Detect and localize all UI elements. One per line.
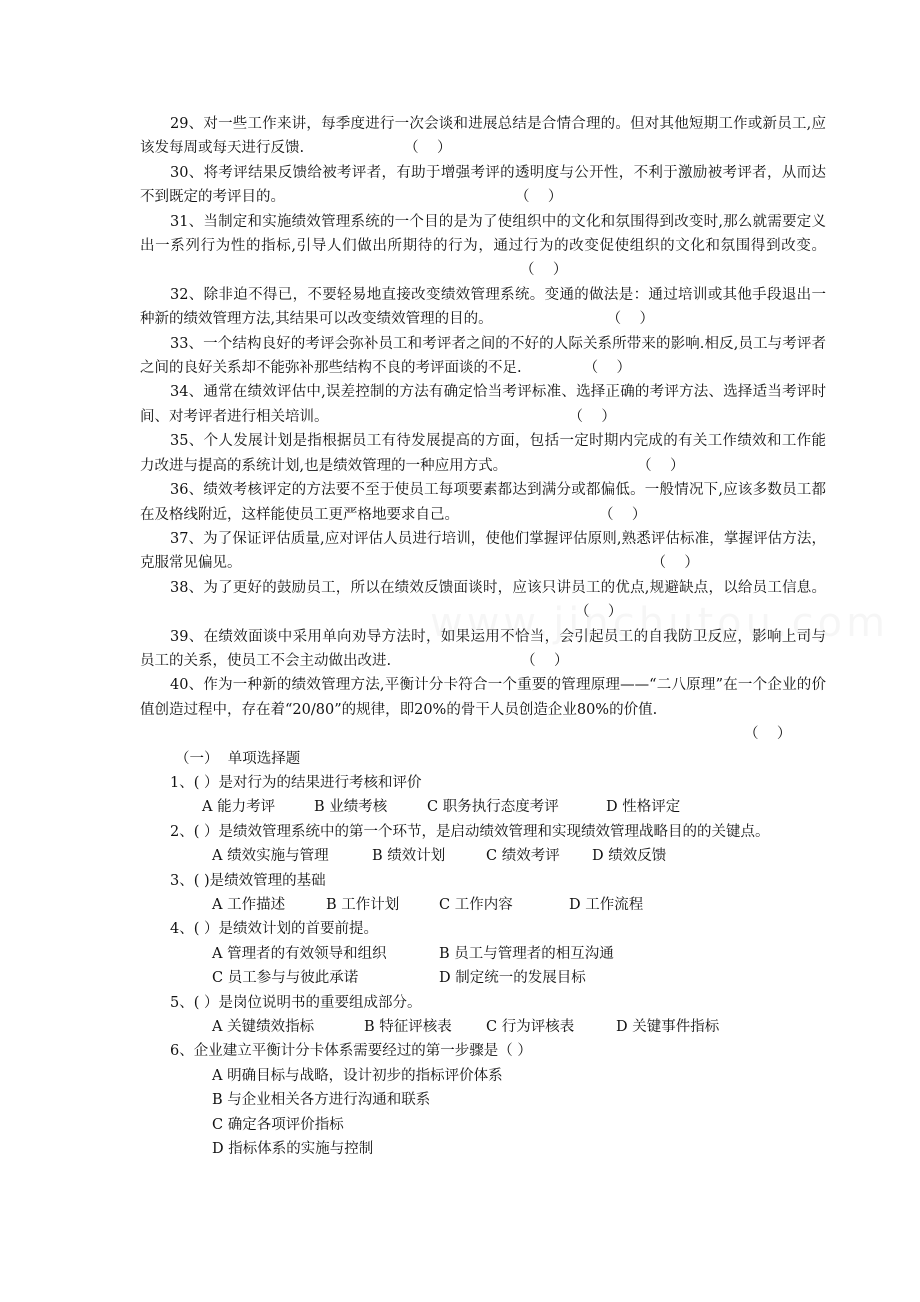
choice-question-2: 2、( ）是绩效管理系统中的第一个环节，是启动绩效管理和实现绩效管理战略目的的关键点。	[170, 823, 770, 840]
option-c: C 行为评核表	[486, 1019, 575, 1036]
choice-question-5: 5、( ）是岗位说明书的重要组成部分。	[170, 994, 422, 1011]
answer-paren: （ ）	[575, 604, 623, 621]
options-row	[140, 942, 826, 966]
choice-question-3: 3、( )是绩效管理的基础	[170, 872, 326, 889]
question-text: 31、当制定和实施绩效管理系统的一个目的是为了使组织中的文化和氛围得到改变时,那么就需要定义出一系列行为性的指标,引导人们做出所期待的行为，通过行为的改变促使组织的文化和氛围得到改变。	[140, 213, 826, 255]
section-title: （一） 单项选择题	[175, 750, 301, 767]
question-text: 34、通常在绩效评估中,误差控制的方法有确定恰当考评标准、选择正确的考评方法、选择适当考评时间、对考评者进行相关培训。	[140, 384, 826, 425]
tf-question-38	[140, 576, 826, 625]
question-text: 40、作为一种新的绩效管理方法,平衡计分卡符合一个重要的管理原理——“二八原理”在一个企业的价值创造过程中，存在着“20/80”的规律，即20%的骨干人员创造企业80%的价值.	[140, 677, 826, 718]
option-d: D 工作流程	[569, 897, 644, 913]
option-c: C 确定各项评价指标	[212, 1116, 344, 1133]
question-text: 37、为了保证评估质量,应对评估人员进行培训，使他们掌握评估原则,熟悉评估标准，掌握评估方法，克服常见偏见。	[140, 530, 826, 572]
answer-paren: （ ）	[637, 457, 685, 474]
answer-paren: （ ）	[515, 189, 563, 206]
tf-question-37	[140, 527, 826, 576]
option-b: B 特征评核表	[364, 1019, 452, 1036]
question-text: 29、对一些工作来讲，每季度进行一次会谈和进展总结是合情合理的。但对其他短期工作或新员工,应该发每周或每天进行反馈.	[140, 116, 826, 157]
choice-question-1: 1、( ）是对行为的结果进行考核和评价	[170, 774, 422, 791]
tf-question-35	[140, 429, 826, 478]
option-c: C 员工参与与彼此承诺	[212, 970, 359, 987]
document-content	[140, 112, 826, 1161]
option-a: A 绩效实施与管理	[212, 848, 329, 865]
options-row	[140, 893, 826, 917]
answer-paren: （ ）	[744, 726, 792, 743]
question-text: 39、在绩效面谈中采用单向劝导方法时，如果运用不恰当，会引起员工的自我防卫反应，影响上司与员工的关系，使员工不会主动做出改进.	[140, 628, 826, 669]
option-c: C 绩效考评	[486, 848, 560, 865]
option-c: C 工作内容	[439, 897, 513, 913]
tf-question-34	[140, 380, 826, 429]
option-c: C 职务执行态度考评	[427, 799, 559, 816]
option-a: A 能力考评	[202, 799, 276, 816]
question-text: 35、个人发展计划是指根据员工有待发展提高的方面，包括一定时期内完成的有关工作绩效和工作能力改进与提高的系统计划,也是绩效管理的一种应用方式。	[140, 433, 826, 474]
tf-question-33	[140, 332, 826, 381]
tf-question-32	[140, 283, 826, 332]
answer-paren: （ ）	[404, 140, 452, 157]
option-b: B 员工与管理者的相互沟通	[439, 945, 614, 962]
option-b: B 业绩考核	[314, 799, 388, 816]
tf-question-36	[140, 478, 826, 527]
question-text: 30、将考评结果反馈给被考评者，有助于增强考评的透明度与公开性，不利于激励被考评者，从而达不到既定的考评目的。	[140, 164, 826, 206]
options-row	[140, 1015, 826, 1039]
options-row	[140, 795, 826, 819]
option-d: D 绩效反馈	[592, 848, 667, 865]
answer-paren: （ ）	[568, 408, 616, 425]
answer-paren: （ ）	[520, 262, 568, 279]
tf-question-31	[140, 210, 826, 283]
option-a: A 明确目标与战略，设计初步的指标评价体系	[212, 1067, 503, 1084]
option-d: D 指标体系的实施与控制	[212, 1141, 374, 1158]
option-d: D 性格评定	[606, 799, 681, 816]
option-d: D 制定统一的发展目标	[439, 970, 586, 987]
tf-question-30	[140, 161, 826, 210]
tf-question-40	[140, 673, 826, 746]
tf-question-39	[140, 625, 826, 674]
option-a: A 关键绩效指标	[212, 1019, 315, 1036]
options-row	[140, 966, 826, 990]
option-b: B 与企业相关各方进行沟通和联系	[212, 1092, 431, 1109]
question-text: 36、绩效考核评定的方法要不至于使员工每项要素都达到满分或都偏低。一般情况下,应该多数员工都在及格线附近，这样能使员工更严格地要求自己。	[140, 482, 826, 523]
option-b: B 绩效计划	[372, 848, 446, 865]
answer-paren: （ ）	[651, 555, 699, 572]
choice-question-4: 4、( ）是绩效计划的首要前提。	[170, 921, 378, 938]
answer-paren: （ ）	[606, 311, 655, 328]
answer-paren: （ ）	[521, 652, 569, 669]
answer-paren: （ ）	[583, 360, 632, 377]
options-row	[140, 844, 826, 868]
option-a: A 工作描述	[212, 897, 286, 913]
choice-question-6: 6、企业建立平衡计分卡体系需要经过的第一步骤是（ ）	[170, 1043, 532, 1060]
tf-question-29	[140, 112, 826, 161]
question-text: 33、一个结构良好的考评会弥补员工和考评者之间的不好的人际关系所带来的影响.相反,员工与考评者之间的良好关系却不能弥补那些结构不良的考评面谈的不足.	[140, 335, 826, 377]
answer-paren: （ ）	[599, 506, 647, 523]
question-text: 32、除非迫不得已，不要轻易地直接改变绩效管理系统。变通的做法是：通过培训或其他手段退出一种新的绩效管理方法,其结果可以改变绩效管理的目的。	[140, 286, 826, 328]
question-text: 38、为了更好的鼓励员工，所以在绩效反馈面谈时，应该只讲员工的优点,规避缺点，以给员工信息。	[170, 579, 826, 596]
option-b: B 工作计划	[326, 897, 400, 913]
option-a: A 管理者的有效领导和组织	[212, 945, 387, 962]
option-d: D 关键事件指标	[616, 1019, 720, 1036]
